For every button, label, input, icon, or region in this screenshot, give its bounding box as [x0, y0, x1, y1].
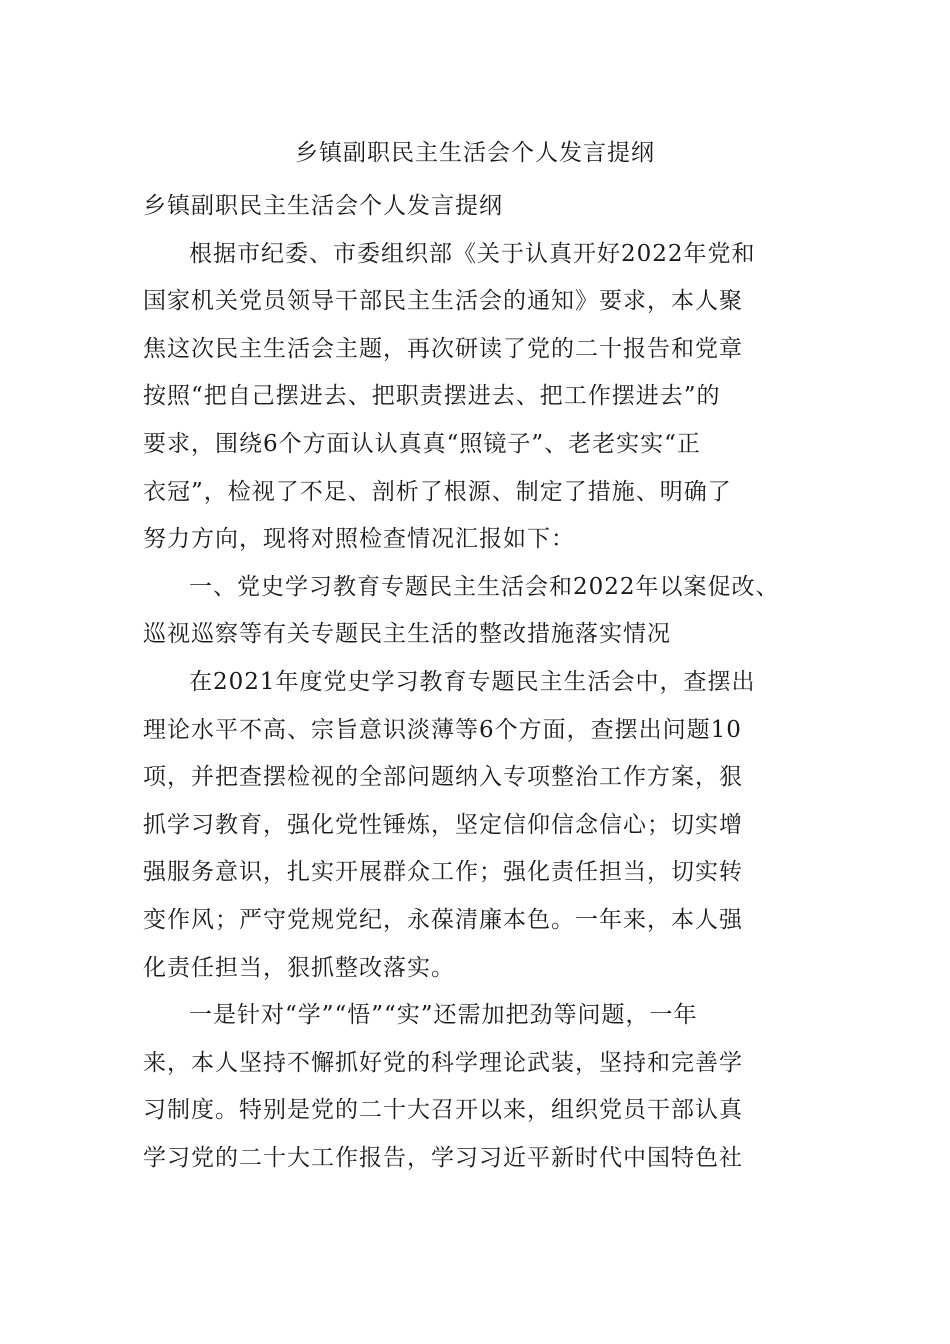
body-line: 乡镇副职民主生活会个人发言提纲	[143, 193, 503, 219]
body-line: 变作风；严守党规党纪，永葆清廉本色。一年来，本人强	[143, 906, 743, 933]
body-line: 理论水平不高、宗旨意识淡薄等6个方面，查摆出问题10	[143, 716, 742, 743]
body-line: 按照“把自己摆进去、把职责摆进去、把工作摆进去”的	[143, 383, 721, 410]
body-line: 项，并把查摆检视的全部问题纳入专项整治工作方案，狠	[143, 764, 743, 791]
body-line: 一、党史学习教育专题民主生活会和2022年以案促改、	[189, 573, 780, 600]
document-body	[143, 183, 813, 1182]
body-line: 努力方向，现将对照检查情况汇报如下：	[143, 526, 575, 553]
body-line: 要求，围绕6个方面认认真真“照镜子”、老老实实“正	[143, 430, 701, 457]
body-line: 抓学习教育，强化党性锤炼，坚定信仰信念信心；切实增	[143, 811, 743, 838]
body-line: 在2021年度党史学习教育专题民主生活会中，查摆出	[189, 668, 756, 695]
body-line: 化责任担当，狠抓整改落实。	[143, 954, 455, 981]
body-line: 巡视巡察等有关专题民主生活的整改措施落实情况	[143, 621, 671, 648]
body-line: 来，本人坚持不懈抓好党的科学理论武装，坚持和完善学	[143, 1049, 743, 1076]
body-line: 国家机关党员领导干部民主生活会的通知》要求，本人聚	[143, 288, 743, 315]
body-line: 学习党的二十大工作报告，学习习近平新时代中国特色社	[143, 1144, 743, 1171]
body-line: 一是针对“学”“悟”“实”还需加把劲等问题，一年	[189, 1002, 698, 1029]
body-line: 根据市纪委、市委组织部《关于认真开好2022年党和	[189, 240, 756, 267]
body-line: 习制度。特别是党的二十大召开以来，组织党员干部认真	[143, 1097, 743, 1124]
body-line: 衣冠”，检视了不足、剖析了根源、制定了措施、明确了	[143, 478, 732, 505]
body-line: 强服务意识，扎实开展群众工作；强化责任担当，切实转	[143, 859, 743, 886]
body-line: 焦这次民主生活会主题，再次研读了党的二十报告和党章	[143, 335, 743, 362]
document-title: 乡镇副职民主生活会个人发言提纲	[295, 140, 655, 166]
